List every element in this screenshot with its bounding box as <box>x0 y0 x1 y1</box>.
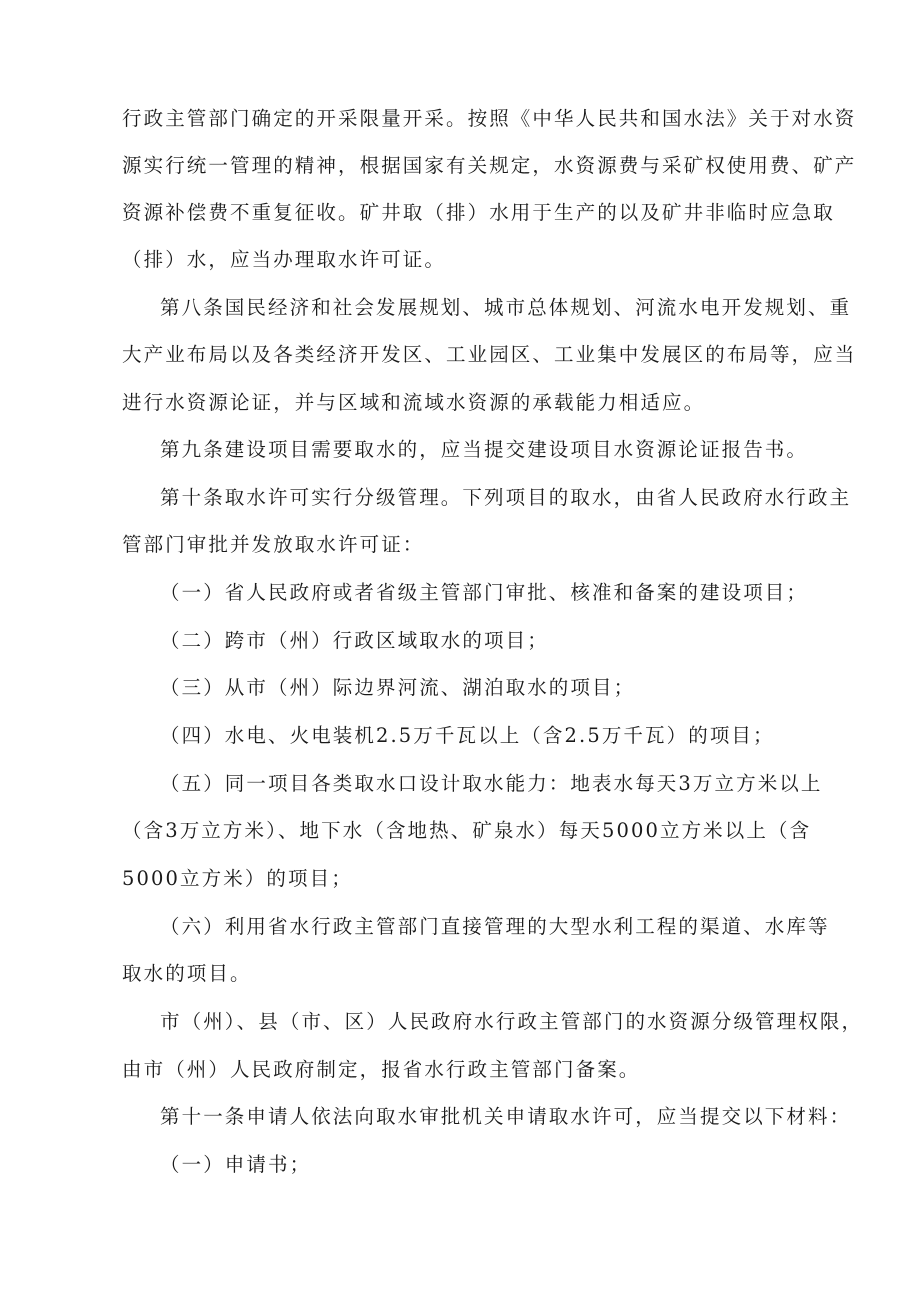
list-item-4: （四）水电、火电装机2.5万千瓦以上（含2.5万千瓦）的项目； <box>160 724 775 747</box>
paragraph-1-line-2: 源实行统一管理的精神，根据国家有关规定，水资源费与采矿权使用费、矿产 <box>122 154 857 177</box>
list-item-5-line-3: 5000立方米）的项目； <box>122 867 353 890</box>
authority-paragraph-line-2: 由市（州）人民政府制定，报省水行政主管部门备案。 <box>122 1058 641 1081</box>
paragraph-1-line-1: 行政主管部门确定的开采限量开采。按照《中华人民共和国水法》关于对水资 <box>122 107 857 130</box>
article-10-line-2: 管部门审批并发放取水许可证： <box>122 533 425 556</box>
article-10-line-1: 第十条取水许可实行分级管理。下列项目的取水，由省人民政府水行政主 <box>160 486 852 509</box>
list-item-3: （三）从市（州）际边界河流、湖泊取水的项目； <box>160 676 636 699</box>
article-8-line-3: 进行水资源论证，并与区域和流域水资源的承载能力相适应。 <box>122 391 706 414</box>
article-11-line-1: 第十一条申请人依法向取水审批机关申请取水许可，应当提交以下材料： <box>160 1105 852 1128</box>
paragraph-1-line-4: （排）水，应当办理取水许可证。 <box>122 248 447 271</box>
paragraph-1-line-3: 资源补偿费不重复征收。矿井取（排）水用于生产的以及矿井非临时应急取 <box>122 201 835 224</box>
article-9-line-1: 第九条建设项目需要取水的，应当提交建设项目水资源论证报告书。 <box>160 438 809 461</box>
authority-paragraph-line-1: 市（州）、县（市、区）人民政府水行政主管部门的水资源分级管理权限， <box>160 1010 864 1033</box>
article-8-line-2: 大产业布局以及各类经济开发区、工业园区、工业集中发展区的布局等，应当 <box>122 343 857 366</box>
list-item-6-line-2: 取水的项目。 <box>122 962 252 985</box>
list-item-1: （一）省人民政府或者省级主管部门审批、核准和备案的建设项目； <box>160 581 809 604</box>
list-item-5-line-2: （含3万立方米）、地下水（含地热、矿泉水）每天5000立方米以上（含 <box>122 819 812 842</box>
list-item-application: （一）申请书； <box>160 1153 312 1176</box>
list-item-2: （二）跨市（州）行政区域取水的项目； <box>160 629 549 652</box>
list-item-6-line-1: （六）利用省水行政主管部门直接管理的大型水利工程的渠道、水库等 <box>160 915 830 938</box>
list-item-5-line-1: （五）同一项目各类取水口设计取水能力：地表水每天3万立方米以上 <box>160 772 823 795</box>
article-8-line-1: 第八条国民经济和社会发展规划、城市总体规划、河流水电开发规划、重 <box>160 296 852 319</box>
